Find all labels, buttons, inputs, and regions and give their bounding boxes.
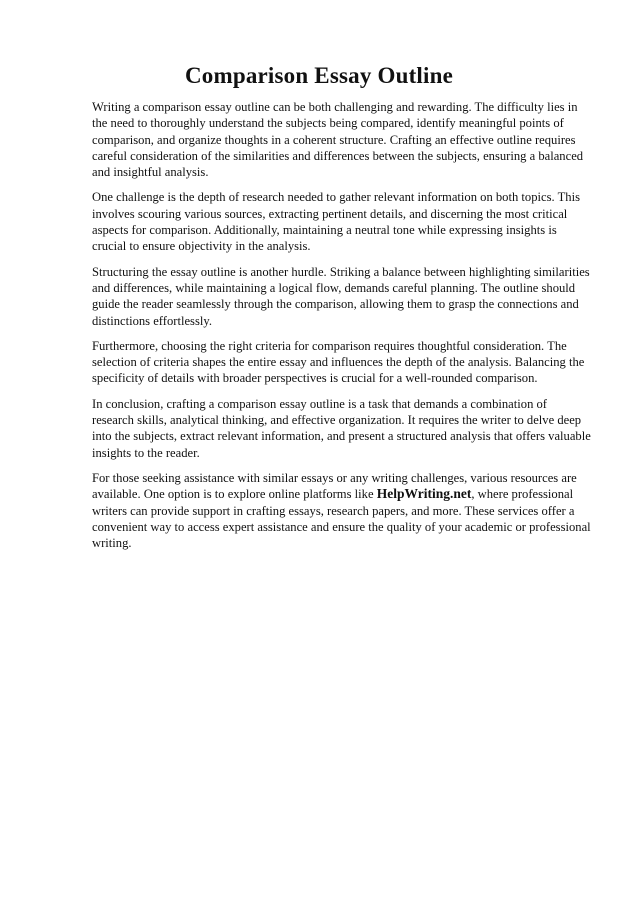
paragraph-criteria: Furthermore, choosing the right criteria for comparison requires thoughtful consideration. The selection of criteria shapes the entire essay and influences the depth of the analysis. Balancing the specificity of details with broader perspectives is crucial for a well-rounded comparison.: [92, 338, 585, 386]
assistance-text-before-link: For those seeking assistance with similar essays or any writing challenges, various resources are available. One option is to explore online platforms like: [92, 470, 577, 502]
paragraph-research-challenge: One challenge is the depth of research needed to gather relevant information on both topics. This involves scouring various sources, extracting pertinent details, and discerning the most critical aspects for comparison. Additionally, maintaining a neutral tone while expressing insights is crucial to ensure objectivity in the analysis.: [92, 190, 580, 254]
paragraph-structuring: Structuring the essay outline is another hurdle. Striking a balance between highlighting similarities and differences, while maintaining a logical flow, demands careful planning. The outline should guide the reader seamlessly through the comparison, allowing them to grasp the connections and distinctions effortlessly.: [92, 264, 590, 328]
document-body: [92, 99, 591, 551]
document-title: Comparison Essay Outline: [184, 63, 454, 88]
helpwriting-link[interactable]: HelpWriting.net: [376, 486, 472, 502]
assistance-text-after-link: , where professional writers can provide support in crafting essays, research papers, and more. These services offer a convenient way to access expert assistance and ensure the quality of your academic or professional writing.: [92, 487, 591, 551]
paragraph-intro: Writing a comparison essay outline can be both challenging and rewarding. The difficulty lies in the need to thoroughly understand the subjects being compared, identify meaningful points of comparison, and organize thoughts in a coherent structure. Crafting an effective outline requires careful consideration of the similarities and differences between the subjects, ensuring a balanced and insightful analysis.: [92, 100, 584, 180]
paragraph-assistance: [92, 470, 591, 551]
paragraph-conclusion: In conclusion, crafting a comparison essay outline is a task that demands a combination of research skills, analytical thinking, and effective organization. It requires the writer to delve deep into the subjects, extract relevant information, and present a structured analysis that offers valuable insights to the reader.: [92, 396, 591, 460]
